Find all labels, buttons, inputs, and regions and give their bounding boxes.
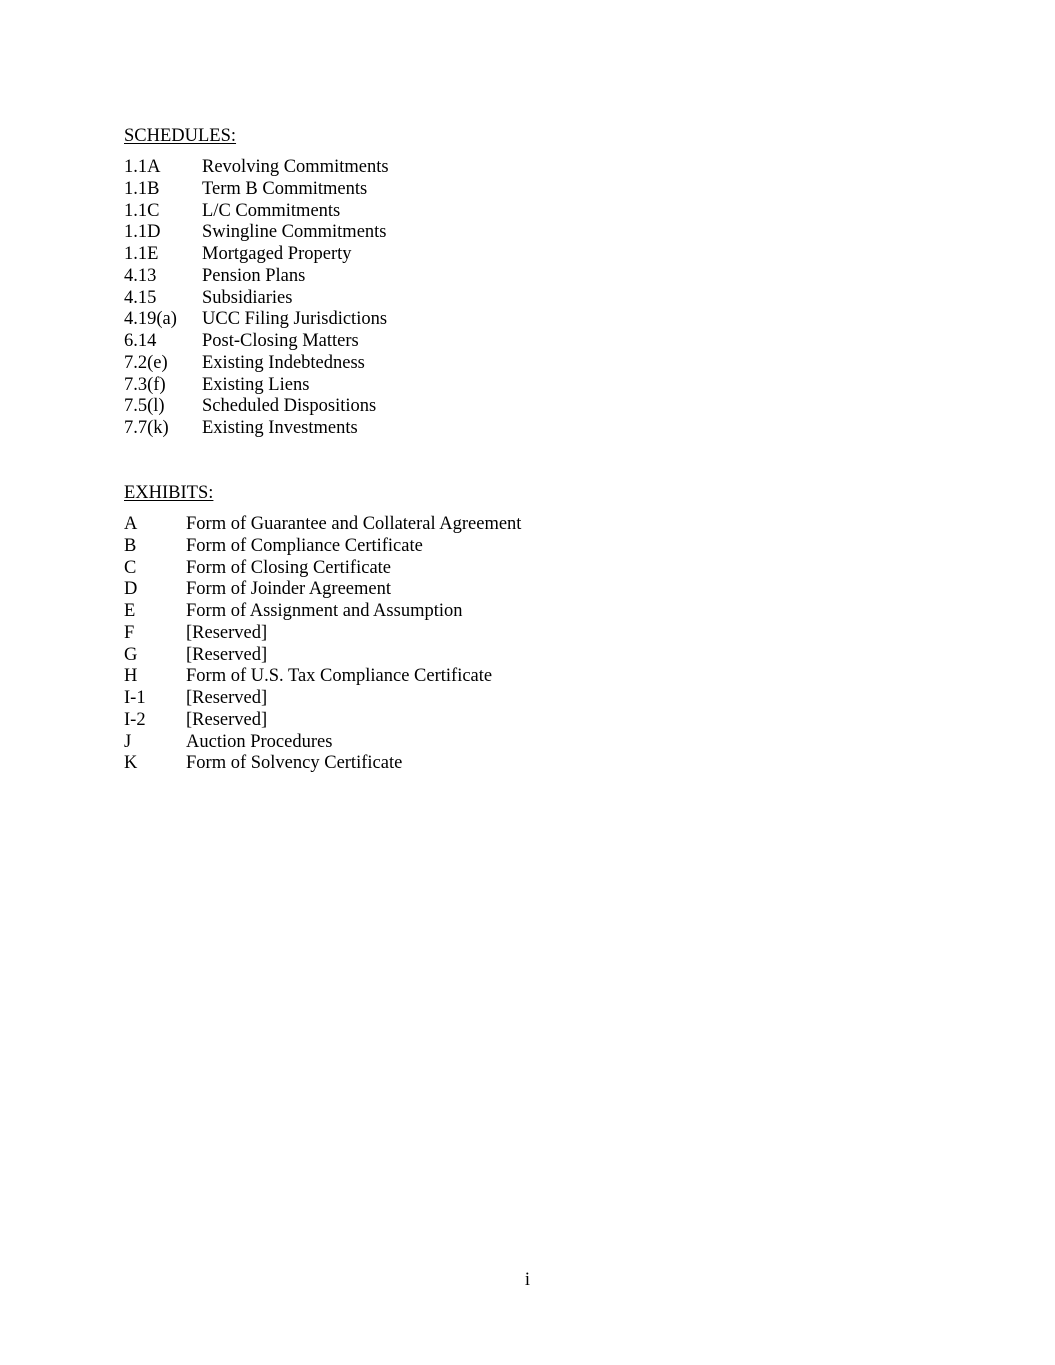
exhibit-item [124,558,521,580]
page-number: i [524,1270,531,1290]
exhibit-label: Form of Guarantee and Collateral Agreement [186,514,522,534]
schedule-label: Term B Commitments [202,178,368,199]
schedule-label: Existing Indebtedness [202,352,365,373]
schedule-item [124,331,389,353]
exhibit-code: A [124,514,138,534]
schedule-code: 7.2(e) [124,352,168,373]
schedule-label: L/C Commitments [202,200,341,221]
exhibit-label: [Reserved] [186,622,268,643]
schedule-code: 1.1B [124,178,160,199]
exhibit-label: Form of Joinder Agreement [186,579,391,600]
schedule-label: Swingline Commitments [202,222,387,243]
exhibit-code: G [124,644,138,665]
exhibit-item [124,623,521,645]
schedule-code: 4.19(a) [124,309,177,330]
exhibit-item [124,688,521,710]
schedule-item [124,418,389,440]
schedule-label: Mortgaged Property [202,244,352,264]
schedule-code: 7.3(f) [124,374,166,395]
schedule-label: Existing Investments [202,418,358,438]
exhibits-list [124,514,521,775]
schedule-code: 6.14 [124,331,157,351]
schedule-item [124,353,389,375]
schedules-heading: SCHEDULES: [124,126,237,146]
exhibit-label: Form of Closing Certificate [186,557,392,578]
exhibit-item [124,536,521,558]
exhibits-heading: EXHIBITS: [124,483,214,503]
exhibit-code: I-2 [124,709,146,730]
exhibit-item [124,645,521,667]
schedule-label: UCC Filing Jurisdictions [202,309,388,330]
schedule-code: 1.1E [124,244,159,264]
schedule-code: 7.5(l) [124,396,165,417]
schedule-item [124,375,389,397]
schedule-label: Revolving Commitments [202,157,389,177]
schedule-code: 1.1C [124,200,160,221]
schedule-label: Post-Closing Matters [202,331,359,351]
schedule-item [124,309,389,331]
exhibit-code: H [124,666,138,687]
exhibit-label: [Reserved] [186,688,268,708]
exhibit-label: Form of Assignment and Assumption [186,601,463,621]
schedule-label: Scheduled Dispositions [202,396,377,417]
schedules-list [124,157,389,440]
exhibit-code: E [124,601,136,621]
exhibit-code: F [124,622,135,643]
schedule-code: 1.1D [124,222,161,243]
schedule-item [124,157,389,179]
exhibit-code: K [124,753,138,774]
exhibit-code: D [124,579,138,600]
schedule-item [124,396,389,418]
schedule-code: 4.15 [124,287,157,308]
schedule-item [124,266,389,288]
schedule-label: Existing Liens [202,374,310,395]
schedule-code: 4.13 [124,265,157,286]
exhibit-label: [Reserved] [186,644,268,665]
exhibit-code: B [124,535,137,556]
schedule-item [124,222,389,244]
schedule-label: Subsidiaries [202,287,293,308]
exhibit-label: Form of Solvency Certificate [186,753,403,774]
schedule-item [124,201,389,223]
schedule-label: Pension Plans [202,265,306,286]
exhibit-item [124,710,521,732]
schedule-item [124,179,389,201]
exhibit-code: I-1 [124,688,146,708]
exhibit-label: Form of Compliance Certificate [186,535,423,556]
exhibit-item [124,601,521,623]
schedule-code: 1.1A [124,157,161,177]
exhibit-code: J [124,731,132,752]
exhibit-label: Auction Procedures [186,731,333,752]
exhibit-item [124,579,521,601]
schedule-item [124,288,389,310]
exhibit-label: Form of U.S. Tax Compliance Certificate [186,666,493,687]
exhibit-item [124,666,521,688]
exhibit-item [124,753,521,775]
exhibit-label: [Reserved] [186,709,268,730]
schedule-item [124,244,389,266]
exhibit-item [124,514,521,536]
exhibit-code: C [124,557,137,578]
exhibit-item [124,732,521,754]
schedule-code: 7.7(k) [124,418,169,438]
